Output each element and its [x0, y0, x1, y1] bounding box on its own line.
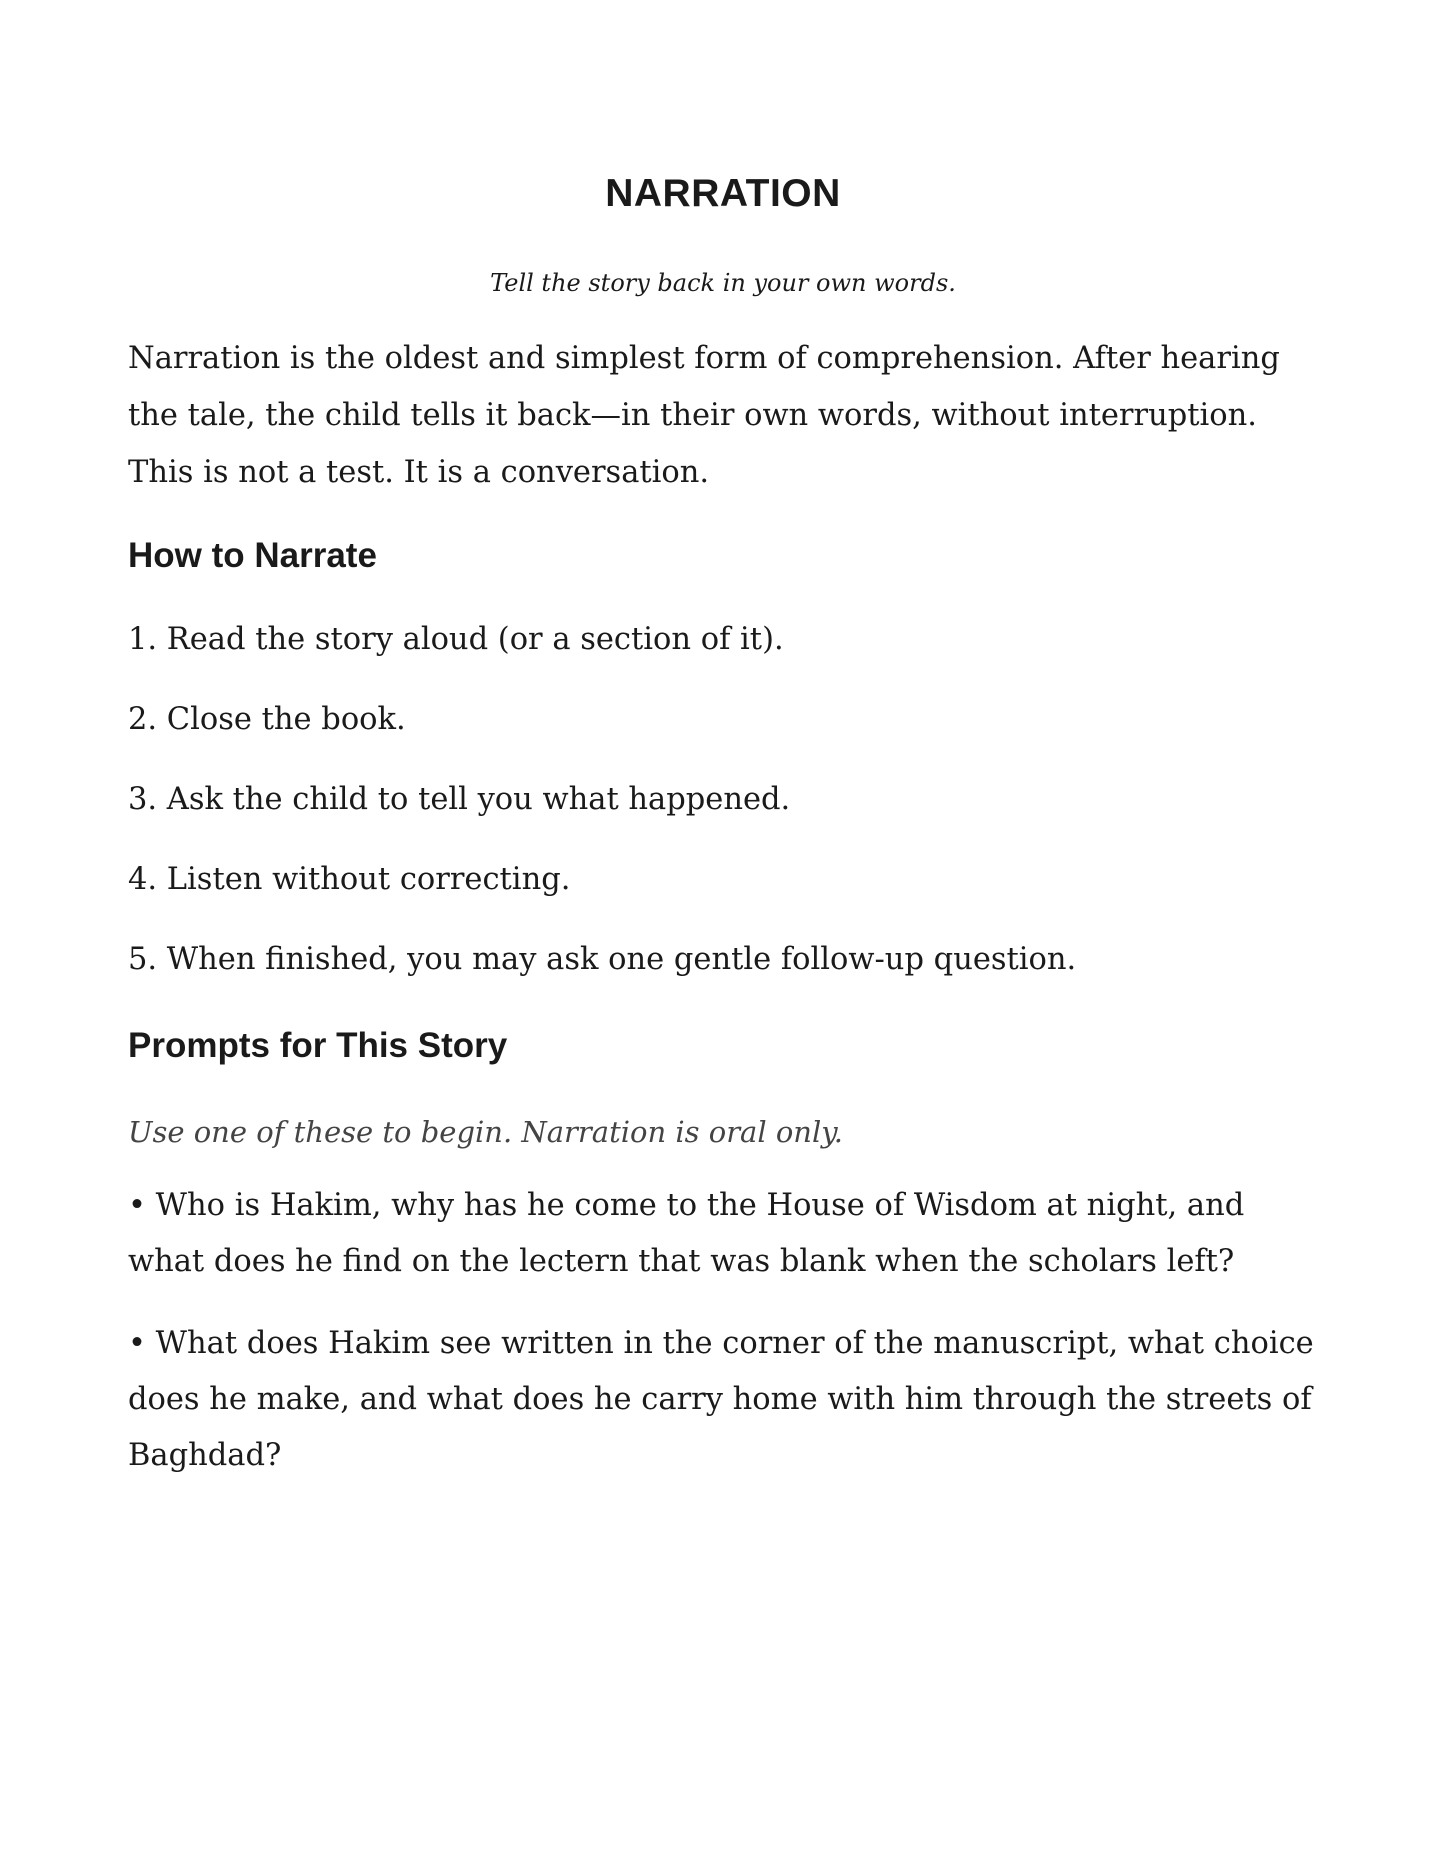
step-item: 2. Close the book.: [128, 702, 406, 737]
page-subtitle: Tell the story back in your own words.: [490, 269, 956, 297]
step-item: 4. Listen without correcting.: [128, 862, 571, 897]
step-item: 1. Read the story aloud (or a section of it).: [128, 622, 784, 657]
step-item: 5. When finished, you may ask one gentle follow-up question.: [128, 942, 1077, 977]
step-item: 3. Ask the child to tell you what happened.: [128, 782, 791, 817]
intro-paragraph: Narration is the oldest and simplest form of comprehension. After hearing the tale, the child tells it back—in their own words, without interruption. This is not a test. It is a conversation.: [128, 341, 1280, 490]
prompts-note: Use one of these to begin. Narration is oral only.: [128, 1115, 844, 1149]
prompt-item: • What does Hakim see written in the corner of the manuscript, what choice does he make, and what does he carry home with him through the streets of Baghdad?: [128, 1326, 1314, 1473]
page-title: NARRATION: [605, 172, 841, 215]
how-to-heading: How to Narrate: [128, 536, 377, 575]
prompt-item: • Who is Hakim, why has he come to the House of Wisdom at night, and what does he find on the lectern that was blank when the scholars left?: [128, 1188, 1245, 1279]
prompts-heading: Prompts for This Story: [128, 1026, 508, 1065]
